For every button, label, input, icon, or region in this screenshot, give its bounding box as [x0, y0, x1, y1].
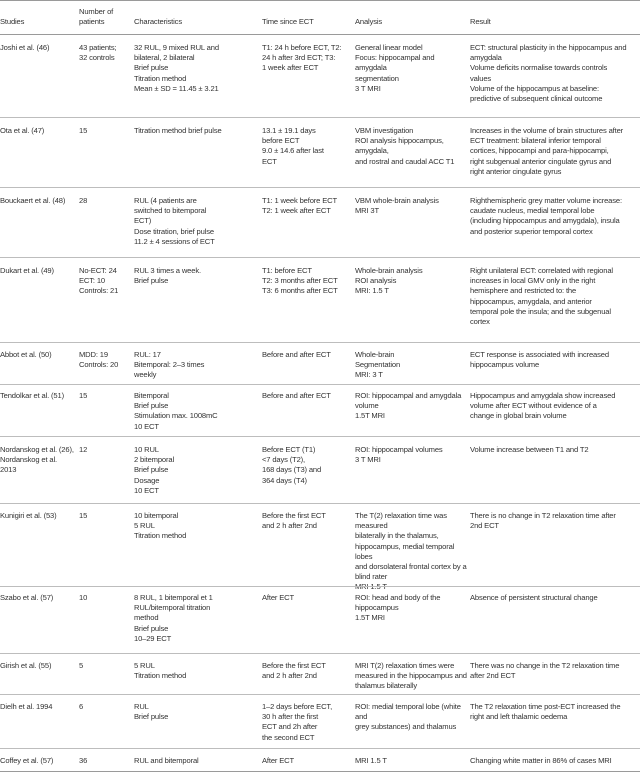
row-1-rule: [0, 187, 640, 188]
row-8-result: Absence of persistent structural change: [470, 593, 598, 602]
row-7-patients: 15: [79, 511, 88, 520]
row-5-rule: [0, 436, 640, 437]
row-3-analysis: Whole-brain analysis ROI analysis MRI: 1.5 T: [355, 266, 423, 296]
row-9-characteristics: 5 RUL Titration method: [134, 661, 187, 681]
header-characteristics: Characteristics: [134, 17, 182, 26]
row-0-time: T1: 24 h before ECT, T2: 24 h after 3rd ECT; T3: 1 week after ECT: [262, 43, 342, 73]
header-studies: Studies: [0, 17, 25, 26]
row-1-result: Increases in the volume of brain structures after ECT treatment: bilateral inferior temporal cortices, hippocampi and para-hippocampi, right subgenual anterior cingulate gyrus and right anterior cingulate gyrus: [470, 126, 624, 176]
row-5-analysis: ROI: hippocampal and amygdala volume 1.5T MRI: [355, 391, 462, 421]
row-9-study: Girish et al. (55): [0, 661, 52, 670]
row-3-study: Dukart et al. (49): [0, 266, 54, 275]
row-6-rule: [0, 503, 640, 504]
row-3-result: Right unilateral ECT: correlated with regional increases in local GMV only in the right hemisphere and restricted to: the hippocampus, amygdala, and anterior temporal pole the insula; and the subgenual cortex: [470, 266, 613, 327]
row-8-time: After ECT: [262, 593, 294, 602]
row-4-result: ECT response is associated with increased hippocampus volume: [470, 350, 609, 370]
row-7-study: Kunigiri et al. (53): [0, 511, 57, 520]
row-4-time: Before and after ECT: [262, 350, 331, 359]
row-10-time: 1–2 days before ECT, 30 h after the first ECT and 2h after the second ECT: [262, 702, 333, 742]
row-1-time: 13.1 ± 19.1 days before ECT 9.0 ± 14.6 after last ECT: [262, 126, 324, 166]
header-time-since-ect: Time since ECT: [262, 17, 314, 26]
row-1-characteristics: Titration method brief pulse: [134, 126, 222, 135]
table-bottom-rule: [0, 771, 640, 772]
row-11-result: Changing white matter in 86% of cases MRI: [470, 756, 612, 765]
row-4-study: Abbot et al. (50): [0, 350, 52, 359]
row-10-study: Dielh et al. 1994: [0, 702, 53, 711]
row-9-time: Before the first ECT and 2 h after 2nd: [262, 661, 326, 681]
row-0-patients: 43 patients; 32 controls: [79, 43, 117, 63]
row-10-rule: [0, 748, 640, 749]
row-3-time: T1: before ECT T2: 3 months after ECT T3: 6 months after ECT: [262, 266, 338, 296]
row-6-study: Nordanskog et al. (26), Nordanskog et al. 2013: [0, 445, 74, 475]
row-6-patients: 12: [79, 445, 88, 454]
row-10-result: The T2 relaxation time post-ECT increased the right and left thalamic oedema: [470, 702, 621, 722]
row-9-patients: 5: [79, 661, 84, 670]
row-3-rule: [0, 342, 640, 343]
row-5-time: Before and after ECT: [262, 391, 331, 400]
table-top-rule: [0, 0, 640, 1]
row-7-characteristics: 10 bitemporal 5 RUL Titration method: [134, 511, 187, 541]
row-7-time: Before the first ECT and 2 h after 2nd: [262, 511, 326, 531]
row-3-characteristics: RUL 3 times a week. Brief pulse: [134, 266, 201, 286]
header-result: Result: [470, 17, 491, 26]
row-2-characteristics: RUL (4 patients are switched to bitemporal ECT) Dose titration, brief pulse 11.2 ± 4 sessions of ECT: [134, 196, 215, 246]
row-1-patients: 15: [79, 126, 88, 135]
row-1-analysis: VBM investigation ROI analysis hippocampus, amygdala, and rostral and caudal ACC T1: [355, 126, 455, 166]
header-analysis: Analysis: [355, 17, 383, 26]
row-2-result: Righthemispheric grey matter volume increase: caudate nucleus, medial temporal lobe (including hippocampus and amygdala), insula and posterior superior temporal cortex: [470, 196, 622, 236]
row-8-patients: 10: [79, 593, 88, 602]
row-0-characteristics: 32 RUL, 9 mixed RUL and bilateral, 2 bilateral Brief pulse Titration method Mean ± SD = 11.45 ± 3.21: [134, 43, 219, 93]
row-10-patients: 6: [79, 702, 84, 711]
row-5-characteristics: Bitemporal Brief pulse Stimulation max. 1008mC 10 ECT: [134, 391, 218, 431]
row-6-characteristics: 10 RUL 2 bitemporal Brief pulse Dosage 10 ECT: [134, 445, 174, 495]
row-9-rule: [0, 694, 640, 695]
row-6-time: Before ECT (T1) <7 days (T2), 168 days (T3) and 364 days (T4): [262, 445, 322, 485]
row-1-study: Ota et al. (47): [0, 126, 45, 135]
row-0-study: Joshi et al. (46): [0, 43, 50, 52]
header-rule: [0, 34, 640, 35]
row-3-patients: No-ECT: 24 ECT: 10 Controls: 21: [79, 266, 119, 296]
row-7-result: There is no change in T2 relaxation time after 2nd ECT: [470, 511, 616, 531]
row-6-analysis: ROI: hippocampal volumes 3 T MRI: [355, 445, 443, 465]
row-0-result: ECT: structural plasticity in the hippocampus and amygdala Volume deficits normalise towards controls values Volume of the hippocampus at baseline: predictive of subsequent clinical outcome: [470, 43, 627, 104]
row-4-characteristics: RUL: 17 Bitemporal: 2–3 times weekly: [134, 350, 205, 380]
row-2-analysis: VBM whole-brain analysis MRI 3T: [355, 196, 439, 216]
row-4-patients: MDD: 19 Controls: 20: [79, 350, 119, 370]
row-11-patients: 36: [79, 756, 88, 765]
row-11-analysis: MRI 1.5 T: [355, 756, 387, 765]
header-number-of-patients: Number of patients: [79, 7, 114, 27]
row-10-characteristics: RUL Brief pulse: [134, 702, 169, 722]
row-0-analysis: General linear model Focus: hippocampal and amygdala segmentation 3 T MRI: [355, 43, 435, 93]
row-2-patients: 28: [79, 196, 88, 205]
row-4-rule: [0, 384, 640, 385]
row-8-characteristics: 8 RUL, 1 bitemporal et 1 RUL/bitemporal titration method Brief pulse 10–29 ECT: [134, 593, 213, 643]
row-2-time: T1: 1 week before ECT T2: 1 week after ECT: [262, 196, 337, 216]
row-4-analysis: Whole-brain Segmentation MRI: 3 T: [355, 350, 401, 380]
row-11-study: Coffey et al. (57): [0, 756, 54, 765]
row-5-patients: 15: [79, 391, 88, 400]
row-9-analysis: MRI T(2) relaxation times were measured in the hippocampus and thalamus bilaterally: [355, 661, 467, 691]
row-10-analysis: ROI: medial temporal lobe (white and grey substances) and thalamus: [355, 702, 461, 732]
row-2-study: Bouckaert et al. (48): [0, 196, 66, 205]
row-7-rule: [0, 586, 640, 587]
row-11-characteristics: RUL and bitemporal: [134, 756, 199, 765]
row-7-analysis: The T(2) relaxation time was measured bilaterally in the thalamus, hippocampus, medial temporal lobes and dorsolateral frontal cortex by a blind rater MRI 1.5 T: [355, 511, 467, 592]
row-8-rule: [0, 653, 640, 654]
row-8-analysis: ROI: head and body of the hippocampus 1.5T MRI: [355, 593, 441, 623]
row-2-rule: [0, 257, 640, 258]
row-5-result: Hippocampus and amygdala show increased volume after ECT without evidence of a change in global brain volume: [470, 391, 616, 421]
row-11-time: After ECT: [262, 756, 294, 765]
row-6-result: Volume increase between T1 and T2: [470, 445, 589, 454]
row-9-result: There was no change in the T2 relaxation time after 2nd ECT: [470, 661, 620, 681]
row-0-rule: [0, 117, 640, 118]
row-5-study: Tendolkar et al. (51): [0, 391, 64, 400]
row-8-study: Szabo et al. (57): [0, 593, 54, 602]
